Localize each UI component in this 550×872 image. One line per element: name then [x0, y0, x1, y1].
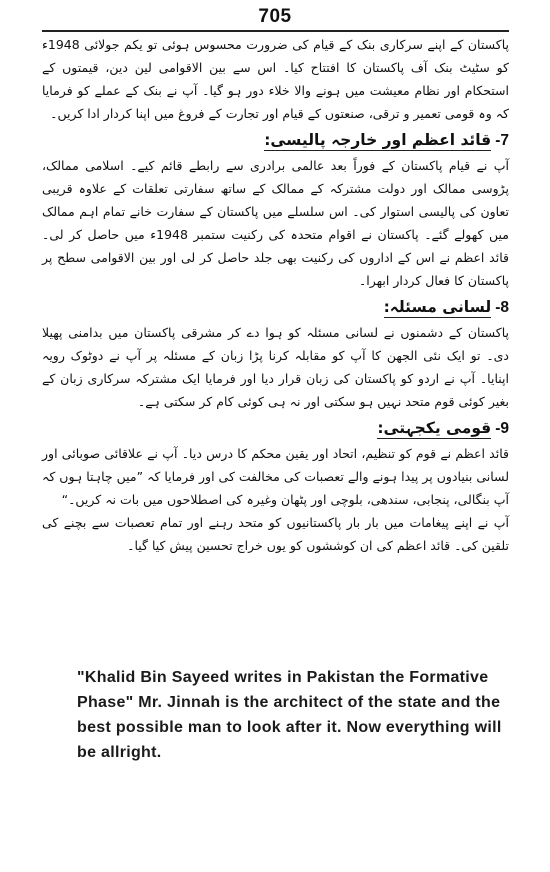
section-7-title: قائد اعظم اور خارجہ پالیسی: — [264, 131, 492, 149]
section-9-title: قومی یکجہتی: — [377, 419, 492, 437]
section-7-number: 7- — [495, 132, 509, 149]
intro-paragraph: پاکستان کے اپنے سرکاری بنک کے قیام کی ضرورت محسوس ہوئی تو یکم جولائی 1948ء کو سٹیٹ بنک آف پاکستان کا افتتاح کیا۔ اس سے بین الاقوامی لین دین، قیمتوں کے استحکام اور نظام معیشت میں ہونے والا خلاء دور ہو گیا۔ آپ نے بنک کے عملے کو فرمایا کہ وہ قومی تعمیر و ترقی، صنعتوں کے قیام اور تجارت کے فروغ میں اپنا کردار ادا کریں۔ — [42, 37, 509, 121]
english-quote: "Khalid Bin Sayeed writes in Pakistan the Formative Phase" Mr. Jinnah is the architect of the state and the best possible man to look after it. Now everything will be allright. — [77, 669, 502, 761]
section-8-paragraph: پاکستان کے دشمنوں نے لسانی مسئلہ کو ہوا دے کر مشرقی پاکستان میں بدامنی پھیلا دی۔ تو ایک نئی الجھن کا آپ کو مقابلہ کرنا پڑا زبان کے مسئلہ پر آپ نے دوٹوک رویہ اپنایا۔ آپ نے اردو کو پاکستان کی زبان قرار دیا اور فرمایا ایک مشترکہ سرکاری زبان کے بغیر کوئی قوم متحد نہیں ہو سکتی اور نہ ہی کوئی کام کر سکتی ہے۔ — [42, 325, 509, 409]
page-body — [42, 33, 509, 557]
section-8-title: لسانی مسئلہ: — [383, 298, 492, 316]
section-7-heading — [42, 127, 509, 154]
section-9-paragraph-2: آپ نے اپنے پیغامات میں بار بار پاکستانیوں کو متحد رہنے اور تمام تعصبات سے بچنے کی تلقین کی۔ قائد اعظم کی ان کوششوں کو یوں خراج تحسین پیش کیا گیا۔ — [42, 515, 509, 553]
section-7-paragraph: آپ نے قیام پاکستان کے فوراً بعد عالمی برادری سے رابطے قائم کیے۔ اسلامی ممالک، پڑوسی ممالک اور دولت مشترکہ کے ممالک کے ساتھ سفارتی تعلقات کے علاوہ قریبی تعاون کی پالیسی استوار کی۔ اس سلسلے میں پاکستان کے سفارت خانے تمام اہم ممالک میں کھولے گئے۔ پاکستان نے اقوام متحدہ کی رکنیت ستمبر 1948ء میں حاصل کر لی۔ قائد اعظم نے اس کے اداروں کی رکنیت بھی جلد حاصل کر لی اور بین الاقوامی سطح پر پاکستان کا فعال کردار ابھرا۔ — [42, 158, 509, 288]
section-8-heading — [42, 294, 509, 321]
header-rule — [42, 30, 509, 32]
section-9-number: 9- — [495, 420, 509, 437]
section-9-heading — [42, 415, 509, 442]
section-8-number: 8- — [495, 299, 509, 316]
page-number: 705 — [258, 6, 292, 27]
section-9-paragraph-1: قائد اعظم نے قوم کو تنظیم، اتحاد اور یقین محکم کا درس دیا۔ آپ نے علاقائی صوبائی اور لسانی بنیادوں پر پیدا ہونے والے تعصبات کی مخالفت کی اور فرمایا کہ ”میں چاہتا ہوں کہ آپ بنگالی، پنجابی، سندھی، بلوچی اور پٹھان وغیرہ کی اصطلاحوں میں بات نہ کریں۔“ — [42, 446, 509, 507]
